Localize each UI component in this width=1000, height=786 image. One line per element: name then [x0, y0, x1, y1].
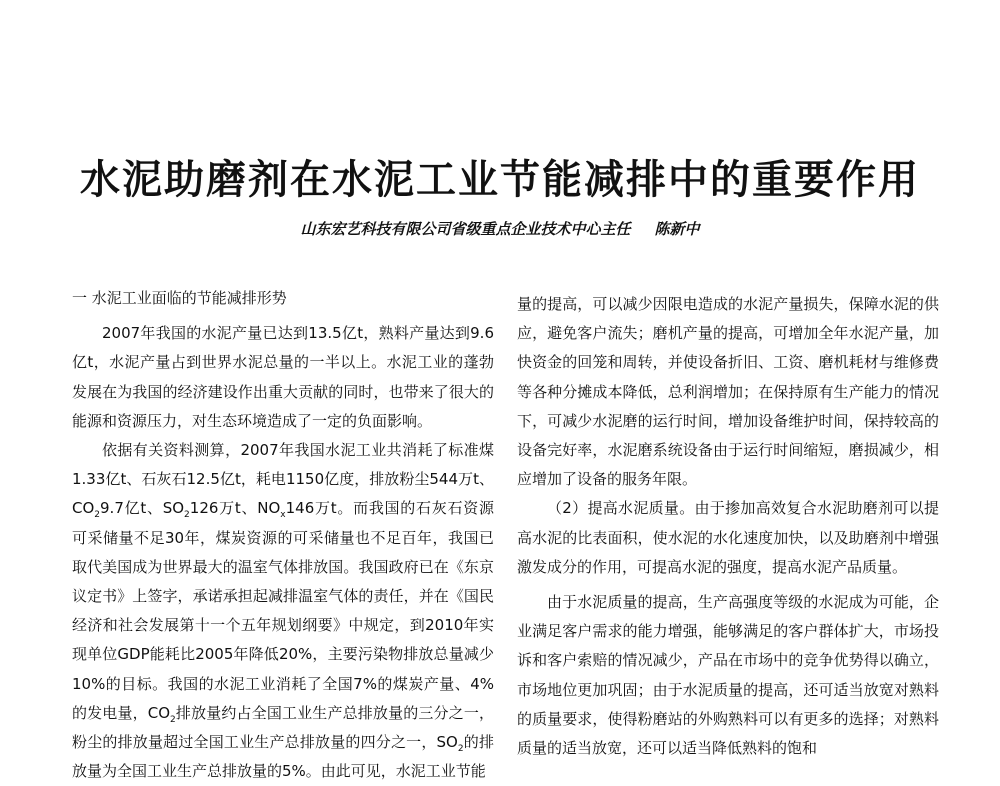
- text-segment: 的排放量为全国工业生产总排放量的5%。由此可见，水泥工业节能: [72, 733, 494, 781]
- right-column: [517, 290, 939, 763]
- paragraph-production: 2007年我国的水泥产量已达到13.5亿t，熟料产量达到9.6亿t，水泥产量占到世界水泥总量的一半以上。水泥工业的蓬勃发展在为我国的经济建设作出重大贡献的同时，也带来了很大的能源和资源压力，对生态环境造成了一定的负面影响。: [72, 324, 494, 430]
- subscript: 2: [94, 510, 101, 521]
- text-segment: 126万t、NO: [189, 499, 281, 518]
- paragraph-quality: （2）提高水泥质量。由于掺加高效复合水泥助磨剂可以提高水泥的比表面积，使水泥的水化速度加快，以及助磨剂中增强激发成分的作用，可提高水泥的强度，提高水泥产品质量。: [517, 499, 939, 576]
- subscript: 2: [457, 744, 464, 755]
- paragraph-output: 量的提高，可以减少因限电造成的水泥产量损失，保障水泥的供应，避免客户流失；磨机产量的提高，可增加全年水泥产量，加快资金的回笼和周转，并使设备折旧、工资、磨机耗材与维修费等各种分摊成本降低，总利润增加；在保持原有生产能力的情况下，可减少水泥磨的运行时间，增加设备维护时间，保持较高的设备完好率，水泥磨系统设备由于运行时间缩短，磨损减少，相应增加了设备的服务年限。: [517, 295, 939, 489]
- article-title: 水泥助磨剂在水泥工业节能减排中的重要作用: [80, 157, 920, 203]
- text-segment: 146万t。而我国的石灰石资源可采储量不足30年，煤炭资源的可采储量也不足百年，我国已取代美国成为世界最大的温室气体排放国。我国政府已在《东京议定书》上签字，承诺承担起减排温室气体的责任，并在《国民经济和社会发展第十一个五年规划纲要》中规定，到2010年实现单位GDP能耗比2005年降低20%，主要污染物排放总量减少10%的目标。我国的水泥工业消耗了全国7%的煤炭产量、4%的发电量，CO: [72, 499, 494, 722]
- paragraph-market: 由于水泥质量的提高，生产高强度等级的水泥成为可能，企业满足客户需求的能力增强，能够满足的客户群体扩大，市场投诉和客户索赔的情况减少，产品在市场中的竞争优势得以确立，市场地位更加巩固；由于水泥质量的提高，还可适当放宽对熟料的质量要求，使得粉磨站的外购熟料可以有更多的选择；对熟料质量的适当放宽，还可以适当降低熟料的饱和: [517, 593, 939, 758]
- text-segment: 排放量约占全国工业生产总排放量的三分之一，粉尘的排放量超过全国工业生产总排放量的四分之一，SO: [72, 703, 494, 752]
- subscript: 2: [184, 510, 190, 521]
- author-name: 陈新中: [654, 220, 700, 238]
- section-heading: 一 水泥工业面临的节能减排形势: [72, 289, 287, 307]
- author-affiliation: 山东宏艺科技有限公司省级重点企业技术中心主任: [300, 220, 631, 238]
- text-segment: 9.7亿t、SO: [100, 499, 185, 518]
- left-column: [72, 284, 494, 786]
- author-line: [0, 218, 1000, 240]
- subscript: x: [280, 510, 286, 521]
- subscript: 2: [170, 714, 176, 725]
- text-segment: 依据有关资料测算，2007年我国水泥工业共消耗了标准煤1.33亿t、石灰石12.5亿t，耗电1150亿度，排放粉尘544万t、CO: [72, 441, 494, 518]
- paragraph-consumption: [72, 436, 494, 786]
